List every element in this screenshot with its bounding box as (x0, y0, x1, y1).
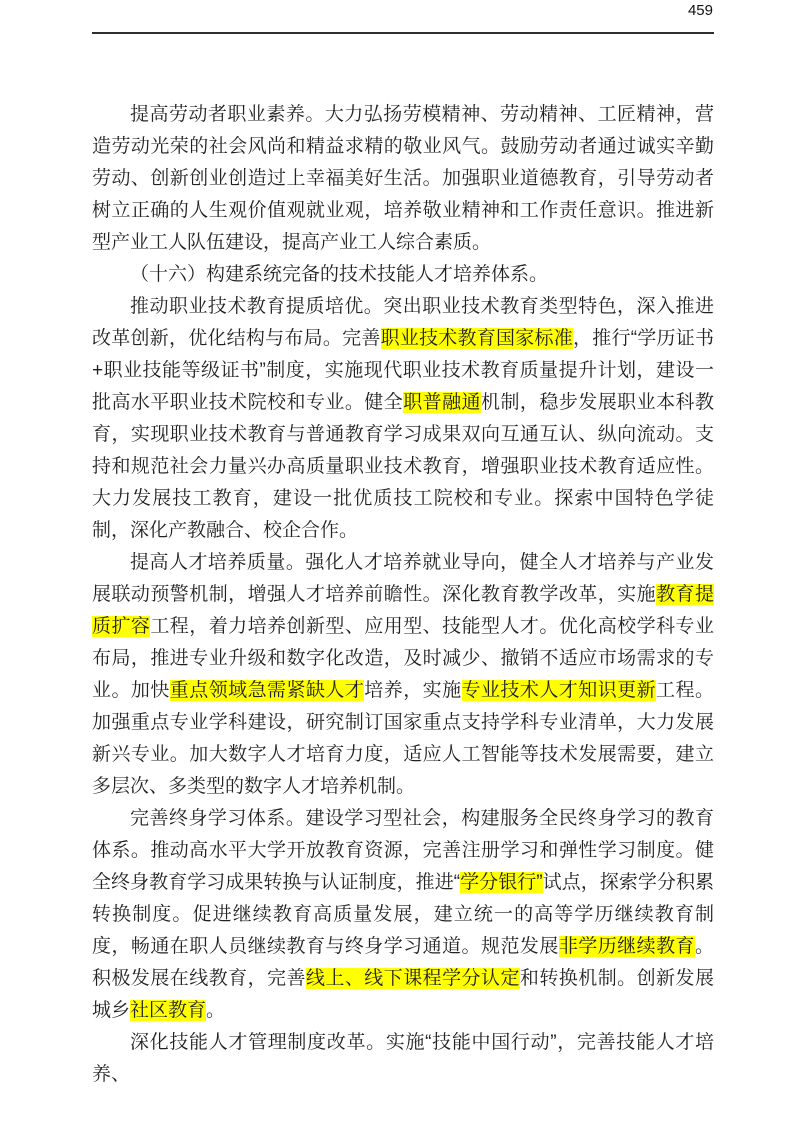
text-run: 机制，稳步发展职业本科教育，实现职业技术教育与普通教育学习成果双向互通互认、纵向流动。支持和规范社会力量兴办高质量职业技术教育，增强职业技术教育适应性。大力发展技工教育，建设一批优质技工院校和专业。探索中国特色学徒制，深化产教融合、校企合作。 (92, 392, 714, 541)
text-run: 推动职业技术教育提质培优。突出职业技术教育类型特色，深入推进改革创新，优化结构与布局。完善 (92, 296, 714, 349)
highlighted-text: 专业技术人才知识更新 (461, 680, 657, 701)
text-run: 深化技能人才管理制度改革。实施“技能中国行动”，完善技能人才培养、 (92, 1032, 714, 1085)
highlighted-text: 学分银行” (460, 872, 543, 893)
text-run: 和转换机制。创新发展城乡 (92, 968, 714, 1021)
highlighted-text: 社区教育 (130, 1000, 207, 1021)
text-run: 试点，探索学分积累转换制度。促进继续教育高质量发展，建立统一的高等学历继续教育制度，畅通在职人员继续教育与终身学习通道。规范发展 (92, 872, 714, 957)
text-run: 。积极发展在线教育，完善 (92, 936, 714, 989)
text-run: 工程。加强重点专业学科建设，研究制订国家重点支持学科专业清单，大力发展新兴专业。加大数字人才培育力度，适应人工智能等技术发展需要，建立多层次、多类型的数字人才培养机制。 (92, 680, 714, 797)
text-run: 完善终身学习体系。建设学习型社会，构建服务全民终身学习的教育体系。推动高水平大学开放教育资源，完善注册学习和弹性学习制度。健全终身教育学习成果转换与认证制度，推进“ (92, 808, 714, 893)
text-run: 提高劳动者职业素养。大力弘扬劳模精神、劳动精神、工匠精神，营造劳动光荣的社会风尚和精益求精的敬业风气。鼓励劳动者通过诚实辛勤劳动、创新创业创造过上幸福美好生活。加强职业道德教育，引导劳动者树立正确的人生观价值观就业观，培养敬业精神和工作责任意识。推进新型产业工人队伍建设，提高产业工人综合素质。 (92, 104, 714, 253)
paragraph (92, 99, 714, 259)
text-run: （十六）构建系统完备的技术技能人才培养体系。 (130, 264, 549, 285)
highlighted-text: 重点领域急需紧缺人才 (169, 680, 365, 701)
paragraph (92, 291, 714, 547)
text-run: ，推行“学历证书+职业技能等级证书”制度，实施现代职业技术教育质量提升计划，建设一批高水平职业技术院校和专业。健全 (92, 328, 714, 413)
paragraph (92, 547, 714, 803)
text-run: 工程，着力培养创新型、应用型、技能型人才。优化高校学科专业布局，推进专业升级和数字化改造，及时减少、撤销不适应市场需求的专业。加快 (92, 616, 714, 701)
highlighted-text: 职业技术教育国家标准 (380, 328, 573, 349)
document-body (92, 99, 714, 1091)
highlighted-text: 教育提质扩容 (92, 584, 714, 637)
highlighted-text: 线上、线下课程学分认定 (305, 968, 520, 989)
page-number: 459 (687, 2, 713, 19)
text-run: 提高人才培养质量。强化人才培养就业导向，健全人才培养与产业发展联动预警机制，增强人才培养前瞻性。深化教育教学改革，实施 (92, 552, 714, 605)
paragraph (92, 259, 714, 291)
text-run: 培养，实施 (364, 680, 462, 701)
highlighted-text: 职普融通 (403, 392, 482, 413)
paragraph (92, 803, 714, 1027)
highlighted-text: 非学历继续教育 (558, 936, 695, 957)
paragraph (92, 1027, 714, 1091)
header-rule (92, 32, 714, 34)
text-run: 。 (206, 1000, 226, 1021)
